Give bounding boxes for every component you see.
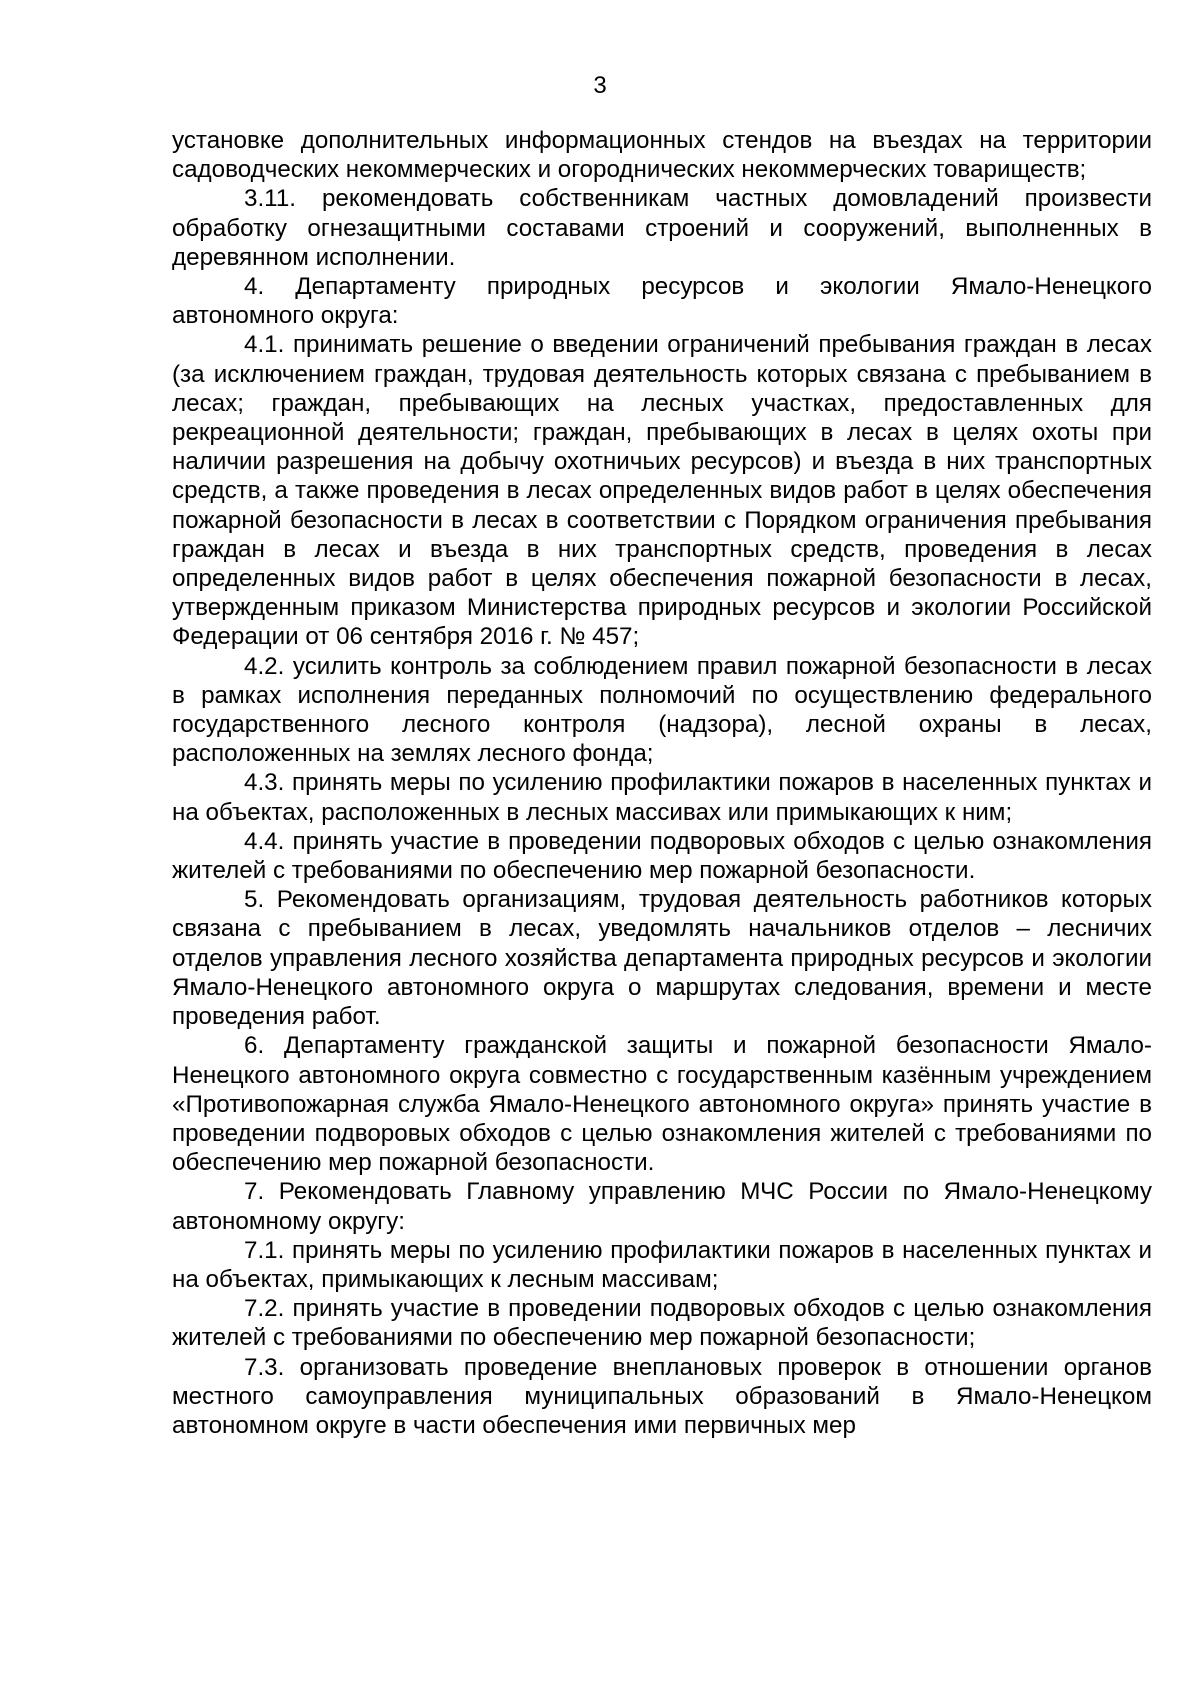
- paragraph-text: Департаменту природных ресурсов и экологии Ямало-Ненецкого автономного округа:: [172, 273, 1152, 330]
- paragraph-number: 5.: [244, 886, 265, 914]
- paragraph-number: 4.1.: [244, 331, 285, 359]
- paragraph-4: [172, 272, 1152, 330]
- paragraph-7: [172, 1177, 1152, 1235]
- paragraph-text: принять меры по усилению профилактики пожаров в населенных пунктах и на объектах, примыкающих к лесным массивам;: [172, 1236, 1152, 1293]
- paragraph-text: Рекомендовать Главному управлению МЧС России по Ямало-Ненецкому автономному округу:: [172, 1178, 1152, 1235]
- paragraph-number: 6.: [244, 1032, 265, 1060]
- paragraph-text: организовать проведение внеплановых проверок в отношении органов местного самоуправления муниципальных образований в Ямало-Ненецком автономном округе в части обеспечения ими первичных мер: [172, 1353, 1152, 1439]
- document-body: [172, 126, 1152, 1440]
- paragraph-number: 4.2.: [244, 652, 285, 680]
- paragraph-text: рекомендовать собственникам частных домовладений произвести обработку огнезащитными составами строений и сооружений, выполненных в деревянном исполнении.: [172, 185, 1152, 271]
- paragraph-7-3: [172, 1353, 1152, 1441]
- paragraph-number: 4.: [244, 273, 265, 301]
- paragraph-number: 7.1.: [244, 1236, 285, 1264]
- paragraph-4-2: [172, 652, 1152, 769]
- paragraph-text: Департаменту гражданской защиты и пожарной безопасности Ямало-Ненецкого автономного округа совместно с государственным казённым учреждением «Противопожарная служба Ямало-Ненецкого автономного округа» принять участие в проведении подворовых обходов с целью ознакомления жителей с требованиями по обеспечению мер пожарной безопасности.: [172, 1032, 1152, 1177]
- paragraph-number: 4.4.: [244, 827, 285, 855]
- paragraph-text: принимать решение о введении ограничений пребывания граждан в лесах (за исключением граждан, трудовая деятельность которых связана с пребыванием в лесах; граждан, пребывающих на лесных участках, предоставленных для рекреационной деятельности; граждан, пребывающих в лесах в целях охоты при наличии разрешения на добычу охотничьих ресурсов) и въезда в них транспортных средств, а также проведения в лесах определенных видов работ в целях обеспечения пожарной безопасности в лесах в соответствии с Порядком ограничения пребывания граждан в лесах и въезда в них транспортных средств, проведения в лесах определенных видов работ в целях обеспечения пожарной безопасности в лесах, утвержденным приказом Министерства природных ресурсов и экологии Российской Федерации от 06 сентября 2016 г. № 457;: [172, 331, 1152, 651]
- paragraph-7-2: [172, 1294, 1152, 1352]
- paragraph-continuation: [172, 126, 1152, 184]
- paragraph-4-4: [172, 827, 1152, 885]
- paragraph-text: принять участие в проведении подворовых обходов с целью ознакомления жителей с требованиями по обеспечению мер пожарной безопасности;: [172, 1295, 1152, 1352]
- paragraph-text: установке дополнительных информационных стендов на въездах на территории садоводческих некоммерческих и огороднических некоммерческих товариществ;: [172, 127, 1152, 184]
- page-number: 3: [593, 72, 607, 99]
- paragraph-number: 3.11.: [244, 185, 296, 213]
- paragraph-7-1: [172, 1236, 1152, 1294]
- paragraph-text: Рекомендовать организациям, трудовая деятельность работников которых связана с пребыванием в лесах, уведомлять начальников отделов – лесничих отделов управления лесного хозяйства департамента природных ресурсов и экологии Ямало-Ненецкого автономного округа о маршрутах следования, времени и месте проведения работ.: [172, 886, 1152, 1031]
- paragraph-number: 7.2.: [244, 1295, 285, 1323]
- paragraph-3-11: [172, 184, 1152, 272]
- paragraph-4-3: [172, 768, 1152, 826]
- paragraph-4-1: [172, 330, 1152, 651]
- paragraph-6: [172, 1031, 1152, 1177]
- paragraph-5: [172, 885, 1152, 1031]
- paragraph-text: усилить контроль за соблюдением правил пожарной безопасности в лесах в рамках исполнения переданных полномочий по осуществлению федерального государственного лесного контроля (надзора), лесной охраны в лесах, расположенных на землях лесного фонда;: [172, 652, 1152, 768]
- paragraph-text: принять участие в проведении подворовых обходов с целью ознакомления жителей с требованиями по обеспечению мер пожарной безопасности.: [172, 827, 1152, 885]
- paragraph-number: 7.3.: [244, 1353, 285, 1381]
- paragraph-number: 7.: [244, 1178, 265, 1206]
- paragraph-number: 4.3.: [244, 769, 285, 797]
- paragraph-text: принять меры по усилению профилактики пожаров в населенных пунктах и на объектах, расположенных в лесных массивах или примыкающих к ним;: [172, 769, 1152, 826]
